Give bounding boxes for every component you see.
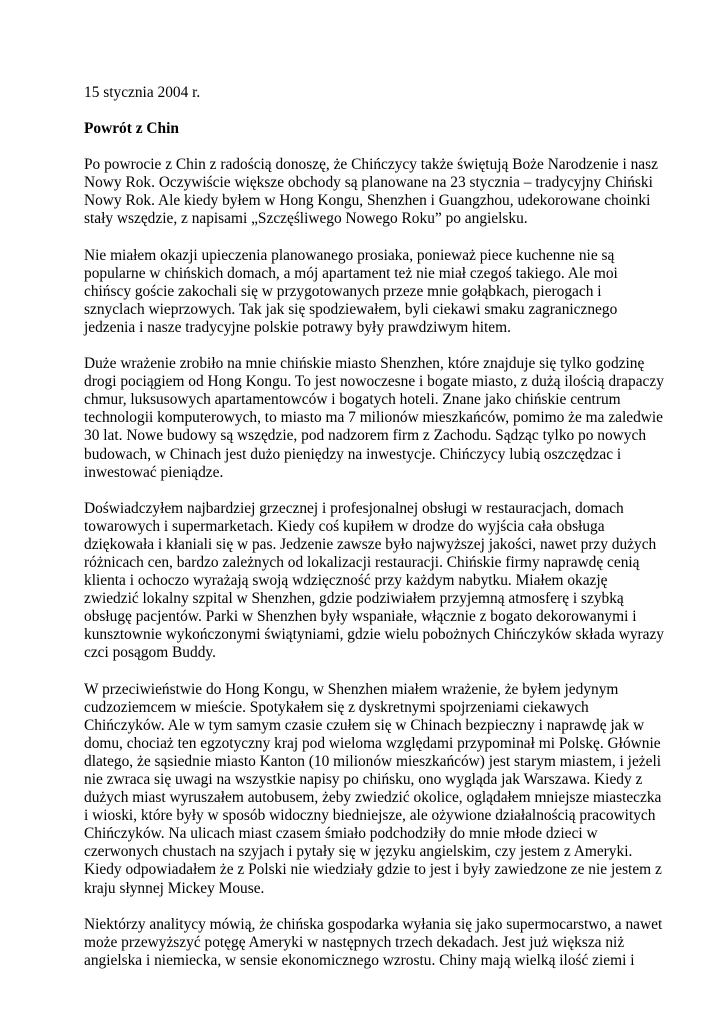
text-line: i wioski, które były w sposób widoczny biedniejsze, ale ożywione działalnością pracowitych [84, 807, 656, 825]
text-line: może przewyższyć potęgę Ameryki w następnych trzech dekadach. Jest już większa niż [84, 933, 625, 951]
text-line: sznyclach wieprzowych. Tak jak się spodziewałem, byli ciekawi smaku zagranicznego [84, 300, 618, 318]
text-line: drogi pociągiem od Hong Kongu. To jest nowoczesne i bogate miasto, z dużą ilością drapaczy [84, 373, 664, 391]
text-line: domu, chociaż ten egzotyczny kraj pod wieloma względami przypominał mi Polskę. Głównie [84, 734, 661, 752]
text-line: kunsztownie wykończonymi świątyniami, gdzie wielu pobożnych Chińczyków składa wyrazy [84, 626, 665, 644]
paragraph [84, 247, 629, 337]
text-line: jedzenia i nasze tradycyjne polskie potrawy były prawdziwym hitem. [84, 318, 511, 336]
text-line: klienta i ochoczo wyrażają swoją wdzięczność przy każdym nabytku. Miałem okazję [84, 572, 608, 590]
paragraph [84, 156, 658, 228]
paragraph [84, 915, 663, 970]
text-line: Chińczyków. Na ulicach miast czasem śmiało podchodziły do mnie młode dzieci w [84, 825, 598, 843]
text-line: chmur, luksusowych apartamentowców i bogatych hoteli. Znane jako chińskie centrum [84, 391, 621, 409]
text-line: popularne w chińskich domach, a mój apartament też nie miał czegoś takiego. Ale moi [84, 264, 618, 282]
document-body [84, 156, 665, 970]
paragraph [84, 355, 664, 482]
text-line: obsługę pacjentów. Parki w Shenzhen były wspaniałe, włącznie z bogato dekorowanymi i [84, 608, 637, 626]
text-line: Duże wrażenie zrobiło na mnie chińskie miasto Shenzhen, które znajduje się tylko godzinę [84, 355, 645, 373]
document-title: Powrót z Chin [84, 120, 179, 138]
text-line: Doświadczyłem najbardziej grzecznej i profesjonalnej obsługi w restauracjach, domach [84, 499, 624, 517]
text-line: czerwonych chustach na szyjach i pytały się w języku angielskim, czy jestem z Ameryki. [84, 843, 633, 861]
text-line: Niektórzy analitycy mówią, że chińska gospodarka wyłania się jako supermocarstwo, a nawet [84, 915, 663, 933]
text-line: różnicach cen, bardzo zależnych od lokalizacji restauracji. Chińskie firmy naprawdę cenią [84, 553, 640, 571]
text-line: 30 lat. Nowe budowy są wszędzie, pod nadzorem firm z Zachodu. Sądząc tylko po nowych [84, 427, 647, 445]
text-line: Kiedy odpowiadałem że z Polski nie wiedziały gdzie to jest i były zawiedzone ze nie jestem z [84, 861, 662, 879]
text-line: cudzoziemcem w mieście. Spotykałem się z dyskretnymi spojrzeniami ciekawych [84, 698, 589, 716]
text-line: dziękowała i kłaniali się w pas. Jedzenie zawsze było najwyższej jakości, nawet przy dużych [84, 535, 657, 553]
text-line: technologii komputerowych, to miasto ma 7 milionów mieszkańców, pomimo że ma zaledwie [84, 409, 664, 427]
document-date: 15 stycznia 2004 r. [84, 84, 201, 101]
text-line: kraju słynnej Mickey Mouse. [84, 879, 265, 897]
paragraph [84, 680, 662, 898]
text-line: Nowy Rok. Ale kiedy byłem w Hong Kongu, Shenzhen i Guangzhou, udekorowane choinki [84, 192, 651, 210]
text-line: towarowych i supermarketach. Kiedy coś kupiłem w drodze do wyjścia cała obsługa [84, 517, 605, 535]
text-line: dużych miast wyruszałem autobusem, żeby zwiedzić okolice, oglądałem mniejsze miasteczka [84, 789, 662, 807]
text-line: angielska i niemiecka, w sensie ekonomicznego wzrostu. Chiny mają wielką ilość ziemi i [84, 951, 635, 969]
paragraph [84, 499, 665, 663]
text-line: inwestować pieniądze. [84, 463, 224, 481]
text-line: chińscy goście zakochali się w przygotowanych przeze mnie gołąbkach, pierogach i [84, 282, 602, 300]
text-line: Po powrocie z Chin z radością donoszę, że Chińczycy także świętują Boże Narodzenie i nasz [84, 156, 658, 174]
text-line: dlatego, że sąsiednie miasto Kanton (10 milionów mieszkańców) jest starym miastem, i jeżeli [84, 752, 661, 770]
text-line: budowach, w Chinach jest dużo pieniędzy na inwestycje. Chińczycy lubią oszczędzac i [84, 445, 622, 463]
text-line: Nie miałem okazji upieczenia planowanego prosiaka, ponieważ piece kuchenne nie są [84, 246, 615, 264]
text-line: nie zwraca się uwagi na wszystkie napisy po chińsku, ono wygląda jak Warszawa. Kiedy z [84, 771, 643, 788]
text-line: Nowy Rok. Oczywiście większe obchody są planowane na 23 stycznia – tradycyjny Chiński [84, 174, 653, 192]
text-line: zwiedzić lokalny szpital w Shenzhen, gdzie podziwiałem przyjemną atmosferę i szybką [84, 590, 624, 608]
text-line: Chińczyków. Ale w tym samym czasie czułem się w Chinach bezpieczny i naprawdę jak w [84, 716, 645, 734]
text-line: stały wszędzie, z napisami „Szczęśliwego Nowego Roku” po angielsku. [84, 210, 528, 228]
text-line: W przeciwieństwie do Hong Kongu, w Shenzhen miałem wrażenie, że byłem jedynym [84, 680, 619, 698]
text-line: czci posągom Buddy. [84, 644, 216, 662]
